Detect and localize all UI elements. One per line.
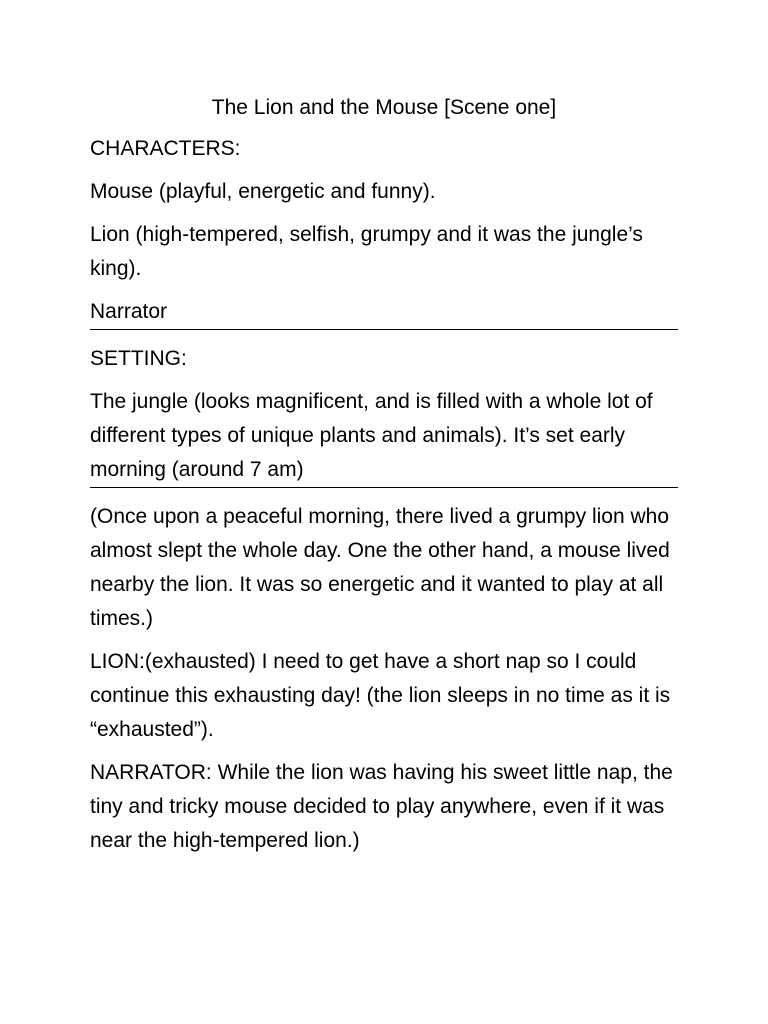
- character-lion: Lion (high-tempered, selfish, grumpy and it was the jungle’s king).: [90, 223, 643, 280]
- character-narrator: Narrator: [90, 300, 168, 323]
- character-mouse: Mouse (playful, energetic and funny).: [90, 180, 436, 203]
- narrator-dialogue: NARRATOR: While the lion was having his sweet little nap, the tiny and tricky mouse decided to play anywhere, even if it was near the high-tempered lion.): [90, 761, 673, 852]
- setting-description: The jungle (looks magnificent, and is filled with a whole lot of different types of unique plants and animals). It’s set early morning (around 7 am): [90, 390, 653, 481]
- lion-dialogue: LION:(exhausted) I need to get have a short nap so I could continue this exhausting day! (the lion sleeps in no time as it is “exhausted”).: [90, 650, 671, 741]
- document-page: [90, 90, 678, 867]
- intro-paragraph: (Once upon a peaceful morning, there lived a grumpy lion who almost slept the whole day. One the other hand, a mouse lived nearby the lion. It was so energetic and it wanted to play at all times.): [90, 505, 670, 630]
- section-divider: [90, 487, 678, 488]
- setting-heading: SETTING:: [90, 347, 187, 370]
- section-divider: [90, 329, 678, 330]
- characters-heading: CHARACTERS:: [90, 137, 241, 160]
- document-title: The Lion and the Mouse [Scene one]: [211, 96, 557, 119]
